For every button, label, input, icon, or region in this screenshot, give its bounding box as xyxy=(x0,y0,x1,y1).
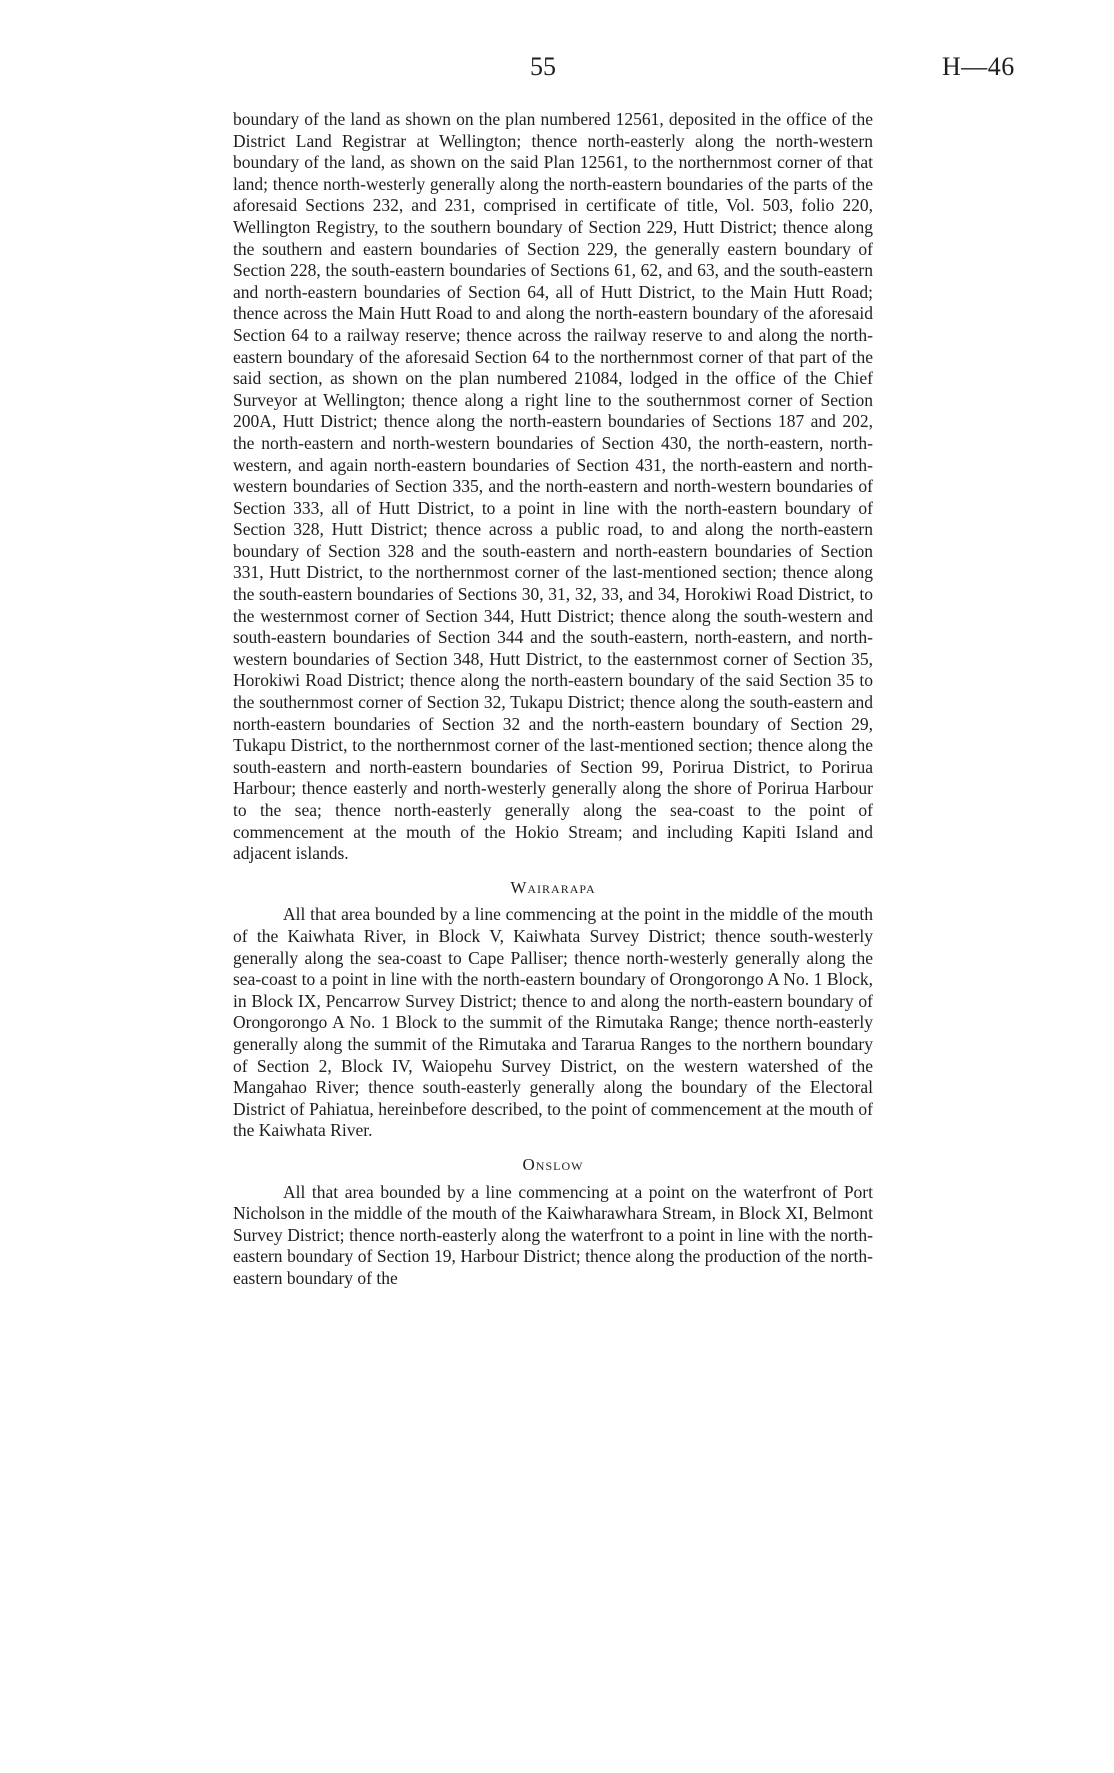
document-body xyxy=(233,109,873,1289)
section-heading-wairarapa: Wairarapa xyxy=(510,877,596,897)
page-number: 55 xyxy=(530,52,556,81)
paragraph-onslow: All that area bounded by a line commencing at a point on the waterfront of Port Nicholson in the middle of the mouth of the Kaiwharawhara Stream, in Block XI, Belmont Survey District; thence north-easterly along the waterfront to a point in line with the north-eastern boundary of Section 19, Harbour District; thence along the production of the north-eastern boundary of the xyxy=(233,1181,873,1288)
continued-paragraph: boundary of the land as shown on the plan numbered 12561, deposited in the office of the District Land Registrar at Wellington; thence north-easterly along the north-western boundary of the land, as shown on the said Plan 12561, to the northernmost corner of that land; thence north-westerly generally along the north-eastern boundaries of the parts of the aforesaid Sections 232, and 231, comprised in certificate of title, Vol. 503, folio 220, Wellington Registry, to the southern boundary of Section 229, Hutt District; thence along the southern and eastern boundaries of Section 229, the generally eastern boundary of Section 228, the south-eastern boundaries of Sections 61, 62, and 63, and the south-eastern and north-eastern boundaries of Section 64, all of Hutt District, to the Main Hutt Road; thence across the Main Hutt Road to and along the north-eastern boundary of the aforesaid Section 64 to a railway reserve; thence across the railway reserve to and along the north-eastern boundary of the aforesaid Section 64 to the northernmost corner of that part of the said section, as shown on the plan numbered 21084, lodged in the office of the Chief Surveyor at Wellington; thence along a right line to the southernmost corner of Section 200A, Hutt District; thence along the north-eastern boundaries of Sections 187 and 202, the north-eastern and north-western boundaries of Section 430, the north-eastern, north-western, and again north-eastern boundaries of Section 431, the north-eastern and north-western boundaries of Section 335, and the north-eastern and north-western boundaries of Section 333, all of Hutt District, to a point in line with the north-eastern boundary of Section 328, Hutt District; thence across a public road, to and along the north-eastern boundary of Section 328 and the south-eastern and north-eastern boundaries of Section 331, Hutt District, to the northernmost corner of the last-mentioned section; thence along the south-eastern boundaries of Sections 30, 31, 32, 33, and 34, Horokiwi Road District, to the westernmost corner of Section 344, Hutt District; thence along the south-western and south-eastern boundaries of Section 344 and the south-eastern, north-eastern, and north-western boundaries of Section 348, Hutt District, to the easternmost corner of Section 35, Horokiwi Road District; thence along the north-eastern boundary of the said Section 35 to the southernmost corner of Section 32, Tukapu District; thence along the south-eastern and north-eastern boundaries of Section 32 and the north-eastern boundary of Section 29, Tukapu District, to the northernmost corner of the last-mentioned section; thence along the south-eastern and north-eastern boundaries of Section 99, Porirua District, to Porirua Harbour; thence easterly and north-westerly generally along the shore of Porirua Harbour to the sea; thence north-easterly generally along the sea-coast to the point of commencement at the mouth of the Hokio Stream; and including Kapiti Island and adjacent islands. xyxy=(233,109,873,864)
paragraph-wairarapa: All that area bounded by a line commencing at the point in the middle of the mouth of the Kaiwhata River, in Block V, Kaiwhata Survey District; thence south-westerly generally along the sea-coast to Cape Palliser; thence north-westerly generally along the sea-coast to a point in line with the north-eastern boundary of Orongorongo A No. 1 Block, in Block IX, Pencarrow Survey District; thence to and along the north-eastern boundary of Orongorongo A No. 1 Block to the summit of the Rimutaka Range; thence north-easterly generally along the summit of the Rimutaka and Tararua Ranges to the northern boundary of Section 2, Block IV, Waiopehu Survey District, on the western watershed of the Mangahao River; thence south-easterly generally along the boundary of the Electoral District of Pahiatua, hereinbefore described, to the point of commencement at the mouth of the Kaiwhata River. xyxy=(233,904,873,1141)
section-heading-onslow: Onslow xyxy=(522,1154,584,1174)
document-reference: H—46 xyxy=(942,52,1015,81)
